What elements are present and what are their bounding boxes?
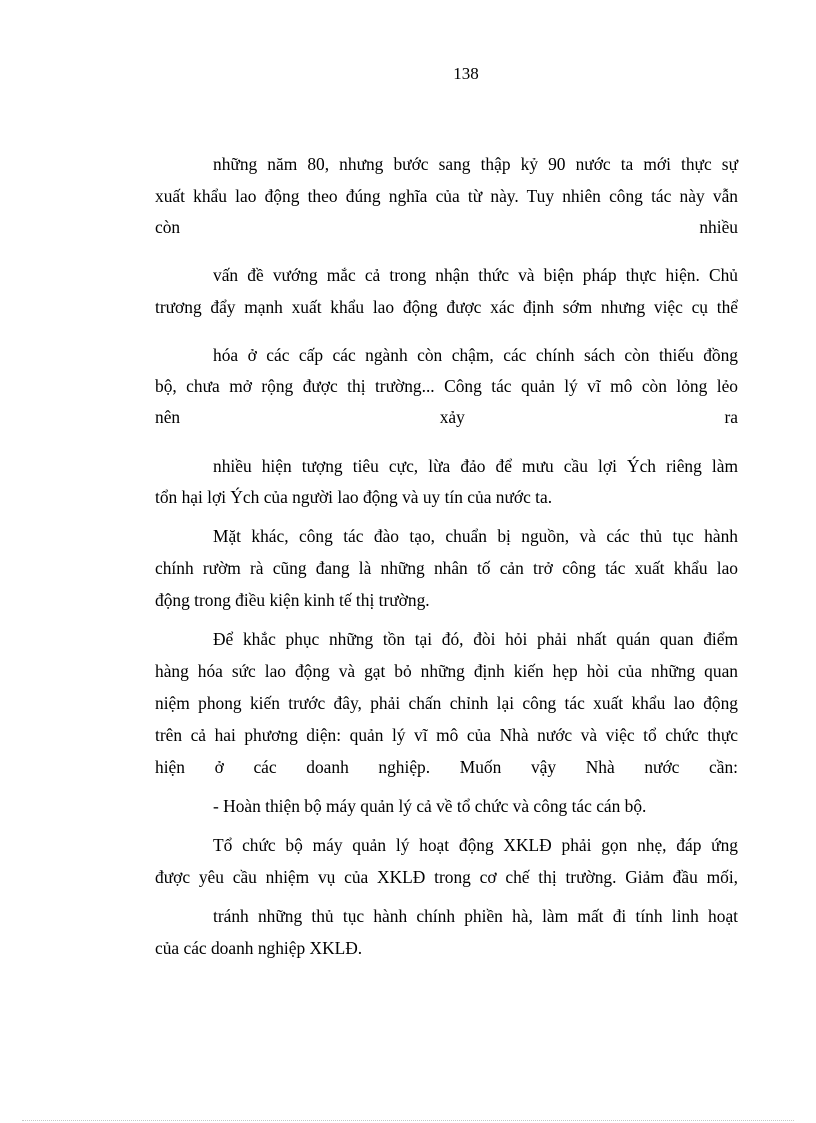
text-line: Mặt khác, công tác đào tạo, chuẩn bị nguồn, và các thủ tục hành (213, 526, 738, 546)
text-line: Để khắc phục những tồn tại đó, đòi hỏi phải nhất quán quan điểm (213, 629, 738, 649)
text-line: bộ, chưa mở rộng được thị trường... Công tác quản lý vĩ mô còn lỏng lẻo (155, 376, 738, 396)
text-line: xuất khẩu lao động theo đúng nghĩa của từ này. Tuy nhiên công tác này vẫn (155, 186, 738, 206)
text-line: trương đẩy mạnh xuất khẩu lao động được xác định sớm nhưng việc cụ thể (155, 297, 738, 317)
text-line: những năm 80, nhưng bước sang thập kỷ 90 nước ta mới thực sự (213, 154, 738, 174)
text-line: tổn hại lợi Ých của người lao động và uy tín của nước ta. (155, 487, 553, 507)
page-bottom-rule (22, 1120, 794, 1121)
text-line: trên cả hai phương diện: quản lý vĩ mô của Nhà nước và việc tổ chức thực (155, 725, 738, 745)
text-line: vấn đề vướng mắc cả trong nhận thức và biện pháp thực hiện. Chủ (213, 265, 738, 285)
text-line: hiện ở các doanh nghiệp. Muốn vậy Nhà nước cần: (155, 757, 738, 777)
text-line: động trong điều kiện kinh tế thị trường. (155, 590, 430, 610)
text-line: của các doanh nghiệp XKLĐ. (155, 938, 363, 958)
text-line: hàng hóa sức lao động và gạt bỏ những định kiến hẹp hòi của những quan (155, 661, 738, 681)
text-line: nhiều hiện tượng tiêu cực, lừa đảo để mưu cầu lợi Ých riêng làm (213, 456, 738, 476)
text-line: niệm phong kiến trước đây, phải chấn chỉnh lại công tác xuất khẩu lao động (155, 693, 738, 713)
text-line: Tổ chức bộ máy quản lý hoạt động XKLĐ phải gọn nhẹ, đáp ứng (213, 835, 738, 855)
page-number: 138 (453, 64, 479, 83)
text-line: tránh những thủ tục hành chính phiền hà, làm mất đi tính linh hoạt (213, 906, 738, 926)
text-line: nên xảy ra (155, 407, 738, 427)
text-line: được yêu cầu nhiệm vụ của XKLĐ trong cơ chế thị trường. Giảm đầu mối, (155, 867, 738, 887)
text-line: - Hoàn thiện bộ máy quản lý cả về tổ chức và công tác cán bộ. (213, 796, 647, 816)
text-line: chính rườm rà cũng đang là những nhân tố cản trở công tác xuất khẩu lao (155, 558, 738, 578)
text-line: hóa ở các cấp các ngành còn chậm, các chính sách còn thiếu đồng (213, 345, 738, 365)
text-line: còn nhiều (155, 217, 738, 237)
